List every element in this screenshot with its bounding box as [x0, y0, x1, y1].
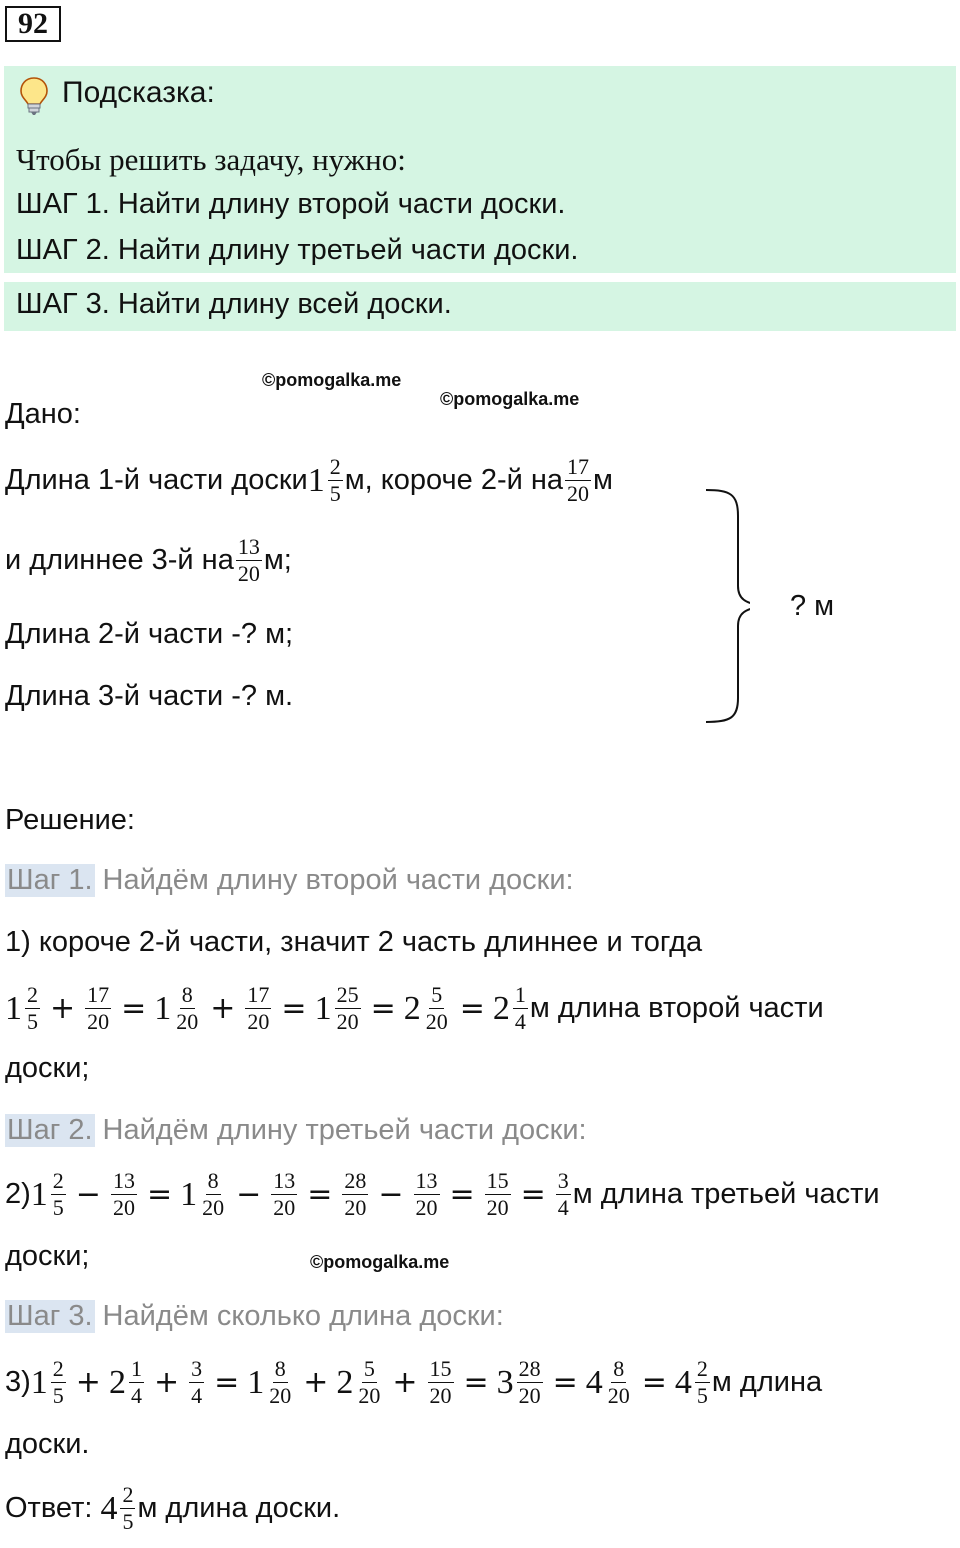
fraction: $\frac{1}{4}$ [514, 982, 526, 1034]
step-3-heading [5, 1300, 504, 1333]
answer-label: Ответ: [5, 1492, 93, 1524]
fraction: $\frac{8}{20}$ [607, 1356, 630, 1408]
given-text: Длина 1-й части доски [5, 464, 308, 496]
given-text: м; [263, 544, 292, 576]
fraction: $\frac{2}{5}$ [329, 454, 341, 506]
mixed-whole: 1 [307, 461, 325, 499]
brace-label: ? м [790, 590, 835, 622]
answer-text: м длина доски. [137, 1492, 341, 1524]
step-2-tail: доски; [5, 1240, 90, 1272]
step-1-equation: 1 $\frac{2}{5}$ + $\frac{17}{20}$ = 1 $\frac{8}{20}$ + $\frac{17}{20}$ = 1 $\frac{25}{20}$ = 2 $\frac{5}{20}$ = 2 $\frac{1}{4}$ м длина второй части [5, 982, 824, 1034]
step-2-equation: 2) 1 $\frac{2}{5}$ − $\frac{13}{20}$ = 1 $\frac{8}{20}$ − $\frac{13}{20}$ = $\frac{28}{20}$ − $\frac{13}{20}$ = $\frac{15}{20}$ = $\frac{3}{4}$ м длина третьей части [5, 1168, 880, 1220]
fraction: $\frac{17}{20}$ [567, 454, 590, 506]
hint-step-3-label: ШАГ 3. [16, 288, 110, 320]
fraction: $\frac{2}{5}$ [696, 1356, 708, 1408]
step-3-label: Шаг 3. [7, 1300, 93, 1332]
hint-step-3-text: Найти длину всей доски. [109, 288, 452, 320]
fraction: $\frac{28}{20}$ [344, 1168, 367, 1220]
step-1-line: 1) короче 2-й части, значит 2 часть длиннее и тогда [5, 926, 703, 958]
fraction: $\frac{15}{20}$ [486, 1168, 509, 1220]
step-3-text: Найдём сколько длина доски: [102, 1300, 504, 1332]
hint-step-1 [16, 188, 566, 221]
given-text: и длиннее 3-й на [5, 544, 234, 576]
fraction: $\frac{2}{5}$ [27, 982, 38, 1034]
given-line-4: Длина 3-й части -? м. [5, 680, 294, 712]
step-1-text: Найдём длину второй части доски: [102, 864, 574, 896]
fraction: $\frac{2}{5}$ [122, 1482, 134, 1534]
fraction: $\frac{15}{20}$ [429, 1356, 452, 1408]
fraction: $\frac{8}{20}$ [269, 1356, 292, 1408]
hint-step-1-label: ШАГ 1. [16, 188, 110, 220]
fraction: $\frac{13}{20}$ [273, 1168, 296, 1220]
hint-step-2-label: ШАГ 2. [16, 234, 110, 266]
hint-step-2 [16, 234, 578, 267]
result-text: м длина второй части [529, 992, 824, 1024]
given-title: Дано: [5, 398, 81, 430]
fraction: $\frac{13}{20}$ [112, 1168, 135, 1220]
fraction: $\frac{1}{4}$ [130, 1356, 142, 1408]
given-line-3: Длина 2-й части -? м; [5, 618, 294, 650]
step-2-text: Найдём длину третьей части доски: [102, 1114, 587, 1146]
result-text: м длина третьей части [572, 1178, 880, 1210]
given-text: м [593, 464, 613, 496]
given-line-2 [5, 536, 292, 585]
fraction: $\frac{5}{20}$ [425, 982, 448, 1034]
fraction: $\frac{8}{20}$ [176, 982, 199, 1034]
step-3-tail: доски. [5, 1428, 90, 1460]
curly-brace [700, 486, 750, 726]
hint-intro: Чтобы решить задачу, нужно: [16, 142, 406, 177]
step-1-heading [5, 864, 574, 897]
fraction: $\frac{3}{4}$ [191, 1356, 203, 1408]
lightbulb-icon [18, 76, 50, 116]
step-3-equation: 3) 1 $\frac{2}{5}$ + 2 $\frac{1}{4}$ + $\frac{3}{4}$ = 1 $\frac{8}{20}$ + 2 $\frac{5}{20}$ + $\frac{15}{20}$ = 3 $\frac{28}{20}$ = 4 $\frac{8}{20}$ = 4 $\frac{2}{5}$ м длина [5, 1356, 823, 1408]
watermark: ©pomogalka.me [262, 370, 402, 390]
given-text: м, короче 2-й на [344, 464, 564, 496]
given-line-1 [5, 456, 613, 505]
hint-step-2-text: Найти длину третьей части доски. [109, 234, 579, 266]
fraction: $\frac{17}{20}$ [247, 982, 270, 1034]
step-2-label: Шаг 2. [7, 1114, 93, 1146]
result-text: м длина [711, 1366, 823, 1398]
hint-step-3 [16, 288, 452, 321]
fraction: $\frac{8}{20}$ [202, 1168, 225, 1220]
fraction: $\frac{5}{20}$ [358, 1356, 381, 1408]
step-2-heading [5, 1114, 587, 1147]
answer-line: Ответ: 4 $\frac{2}{5}$ м длина доски. [5, 1482, 341, 1534]
problem-number: 92 [5, 6, 61, 42]
fraction: $\frac{13}{20}$ [415, 1168, 438, 1220]
hint-step-1-text: Найти длину второй части доски. [109, 188, 566, 220]
fraction: $\frac{2}{5}$ [52, 1356, 64, 1408]
fraction: $\frac{28}{20}$ [518, 1356, 541, 1408]
fraction: $\frac{13}{20}$ [237, 534, 260, 586]
fraction: $\frac{17}{20}$ [87, 982, 110, 1034]
fraction: $\frac{25}{20}$ [336, 982, 359, 1034]
watermark: ©pomogalka.me [440, 389, 580, 409]
step-1-tail: доски; [5, 1052, 90, 1084]
step-1-label: Шаг 1. [7, 864, 93, 896]
fraction: $\frac{2}{5}$ [52, 1168, 64, 1220]
fraction: $\frac{3}{4}$ [557, 1168, 569, 1220]
solution-title: Решение: [5, 804, 135, 836]
hint-title: Подсказка: [62, 76, 215, 109]
watermark: ©pomogalka.me [310, 1252, 450, 1272]
